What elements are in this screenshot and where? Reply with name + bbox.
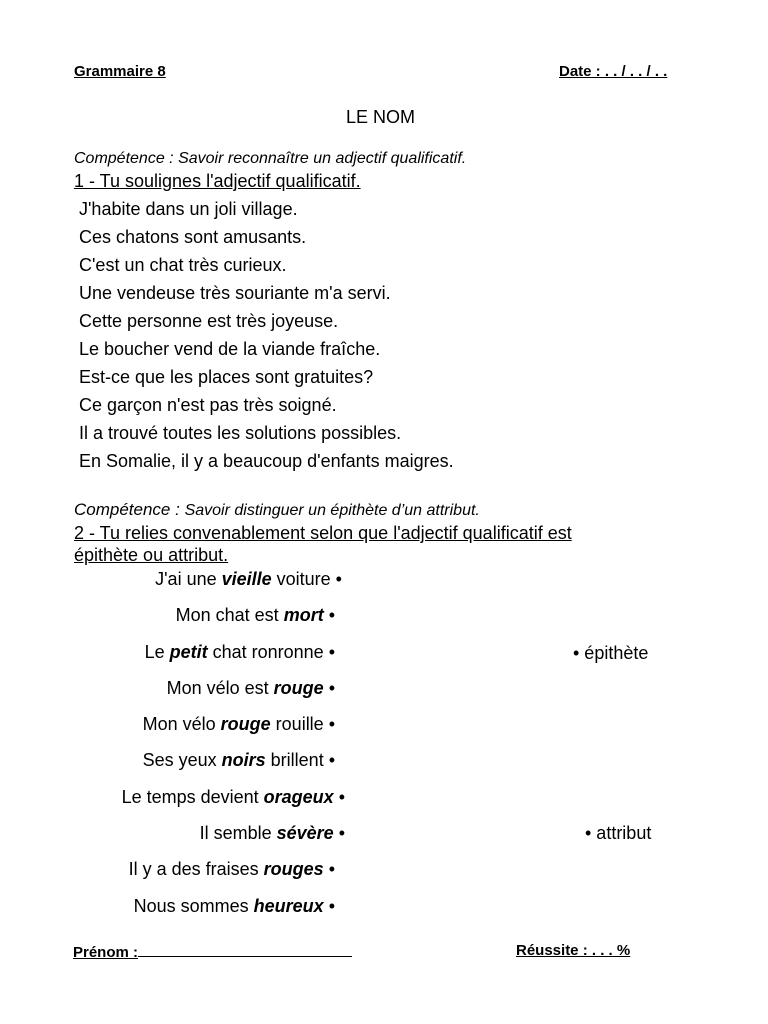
- sentence: Ce garçon n'est pas très soigné.: [79, 395, 337, 415]
- matching-item[interactable]: Le temps devient orageux •: [121, 787, 345, 807]
- competence-1: [74, 150, 466, 168]
- matching-item[interactable]: Mon vélo rouge rouille •: [142, 714, 335, 734]
- sentence: Cette personne est très joyeuse.: [79, 311, 339, 331]
- sentence: Il a trouvé toutes les solutions possibles.: [79, 423, 402, 443]
- matching-item[interactable]: Ses yeux noirs brillent •: [142, 750, 335, 770]
- competence-2-text: Savoir distinguer un épithète d’un attribut.: [184, 502, 480, 519]
- matching-item[interactable]: Mon vélo est rouge •: [166, 678, 335, 698]
- matching-item[interactable]: Le petit chat ronronne •: [144, 642, 335, 662]
- matching-item[interactable]: Il semble sévère •: [199, 823, 345, 843]
- sentence: C'est un chat très curieux.: [79, 255, 287, 275]
- matching-item[interactable]: Il y a des fraises rouges •: [128, 859, 335, 879]
- sentence: J'habite dans un joli village.: [79, 199, 298, 219]
- worksheet-subject: Grammaire 8: [74, 63, 166, 80]
- target-attribut[interactable]: • attribut: [585, 823, 652, 843]
- instruction-2-line2: épithète ou attribut.: [74, 545, 229, 565]
- competence-1-label: Compétence :: [74, 150, 179, 167]
- competence-2-label: Compétence :: [74, 500, 185, 519]
- matching-item[interactable]: Mon chat est mort •: [175, 605, 335, 625]
- prenom-label: Prénom :: [73, 944, 139, 961]
- score-label: Réussite : . . . %: [516, 942, 631, 959]
- date-field: Date : . . / . . / . .: [559, 63, 668, 80]
- competence-2: [74, 500, 480, 520]
- score-field: [516, 942, 630, 959]
- instruction-2-line1: 2 - Tu relies convenablement selon que l'adjectif qualificatif est: [74, 523, 572, 543]
- sentence: Ces chatons sont amusants.: [79, 227, 307, 247]
- prenom-input-line[interactable]: [138, 942, 352, 957]
- matching-item[interactable]: Nous sommes heureux •: [133, 896, 335, 916]
- matching-item[interactable]: J'ai une vieille voiture •: [155, 569, 342, 589]
- target-epithete[interactable]: • épithète: [573, 643, 649, 663]
- instruction-1: 1 - Tu soulignes l'adjectif qualificatif.: [74, 171, 361, 191]
- sentence: En Somalie, il y a beaucoup d'enfants maigres.: [79, 451, 454, 471]
- sentence: Le boucher vend de la viande fraîche.: [79, 339, 381, 359]
- prenom-field: [73, 942, 352, 961]
- page-title: LE NOM: [346, 107, 416, 127]
- sentence: Une vendeuse très souriante m'a servi.: [79, 283, 391, 303]
- competence-1-text: Savoir reconnaître un adjectif qualificatif.: [178, 150, 467, 167]
- sentence: Est-ce que les places sont gratuites?: [79, 367, 374, 387]
